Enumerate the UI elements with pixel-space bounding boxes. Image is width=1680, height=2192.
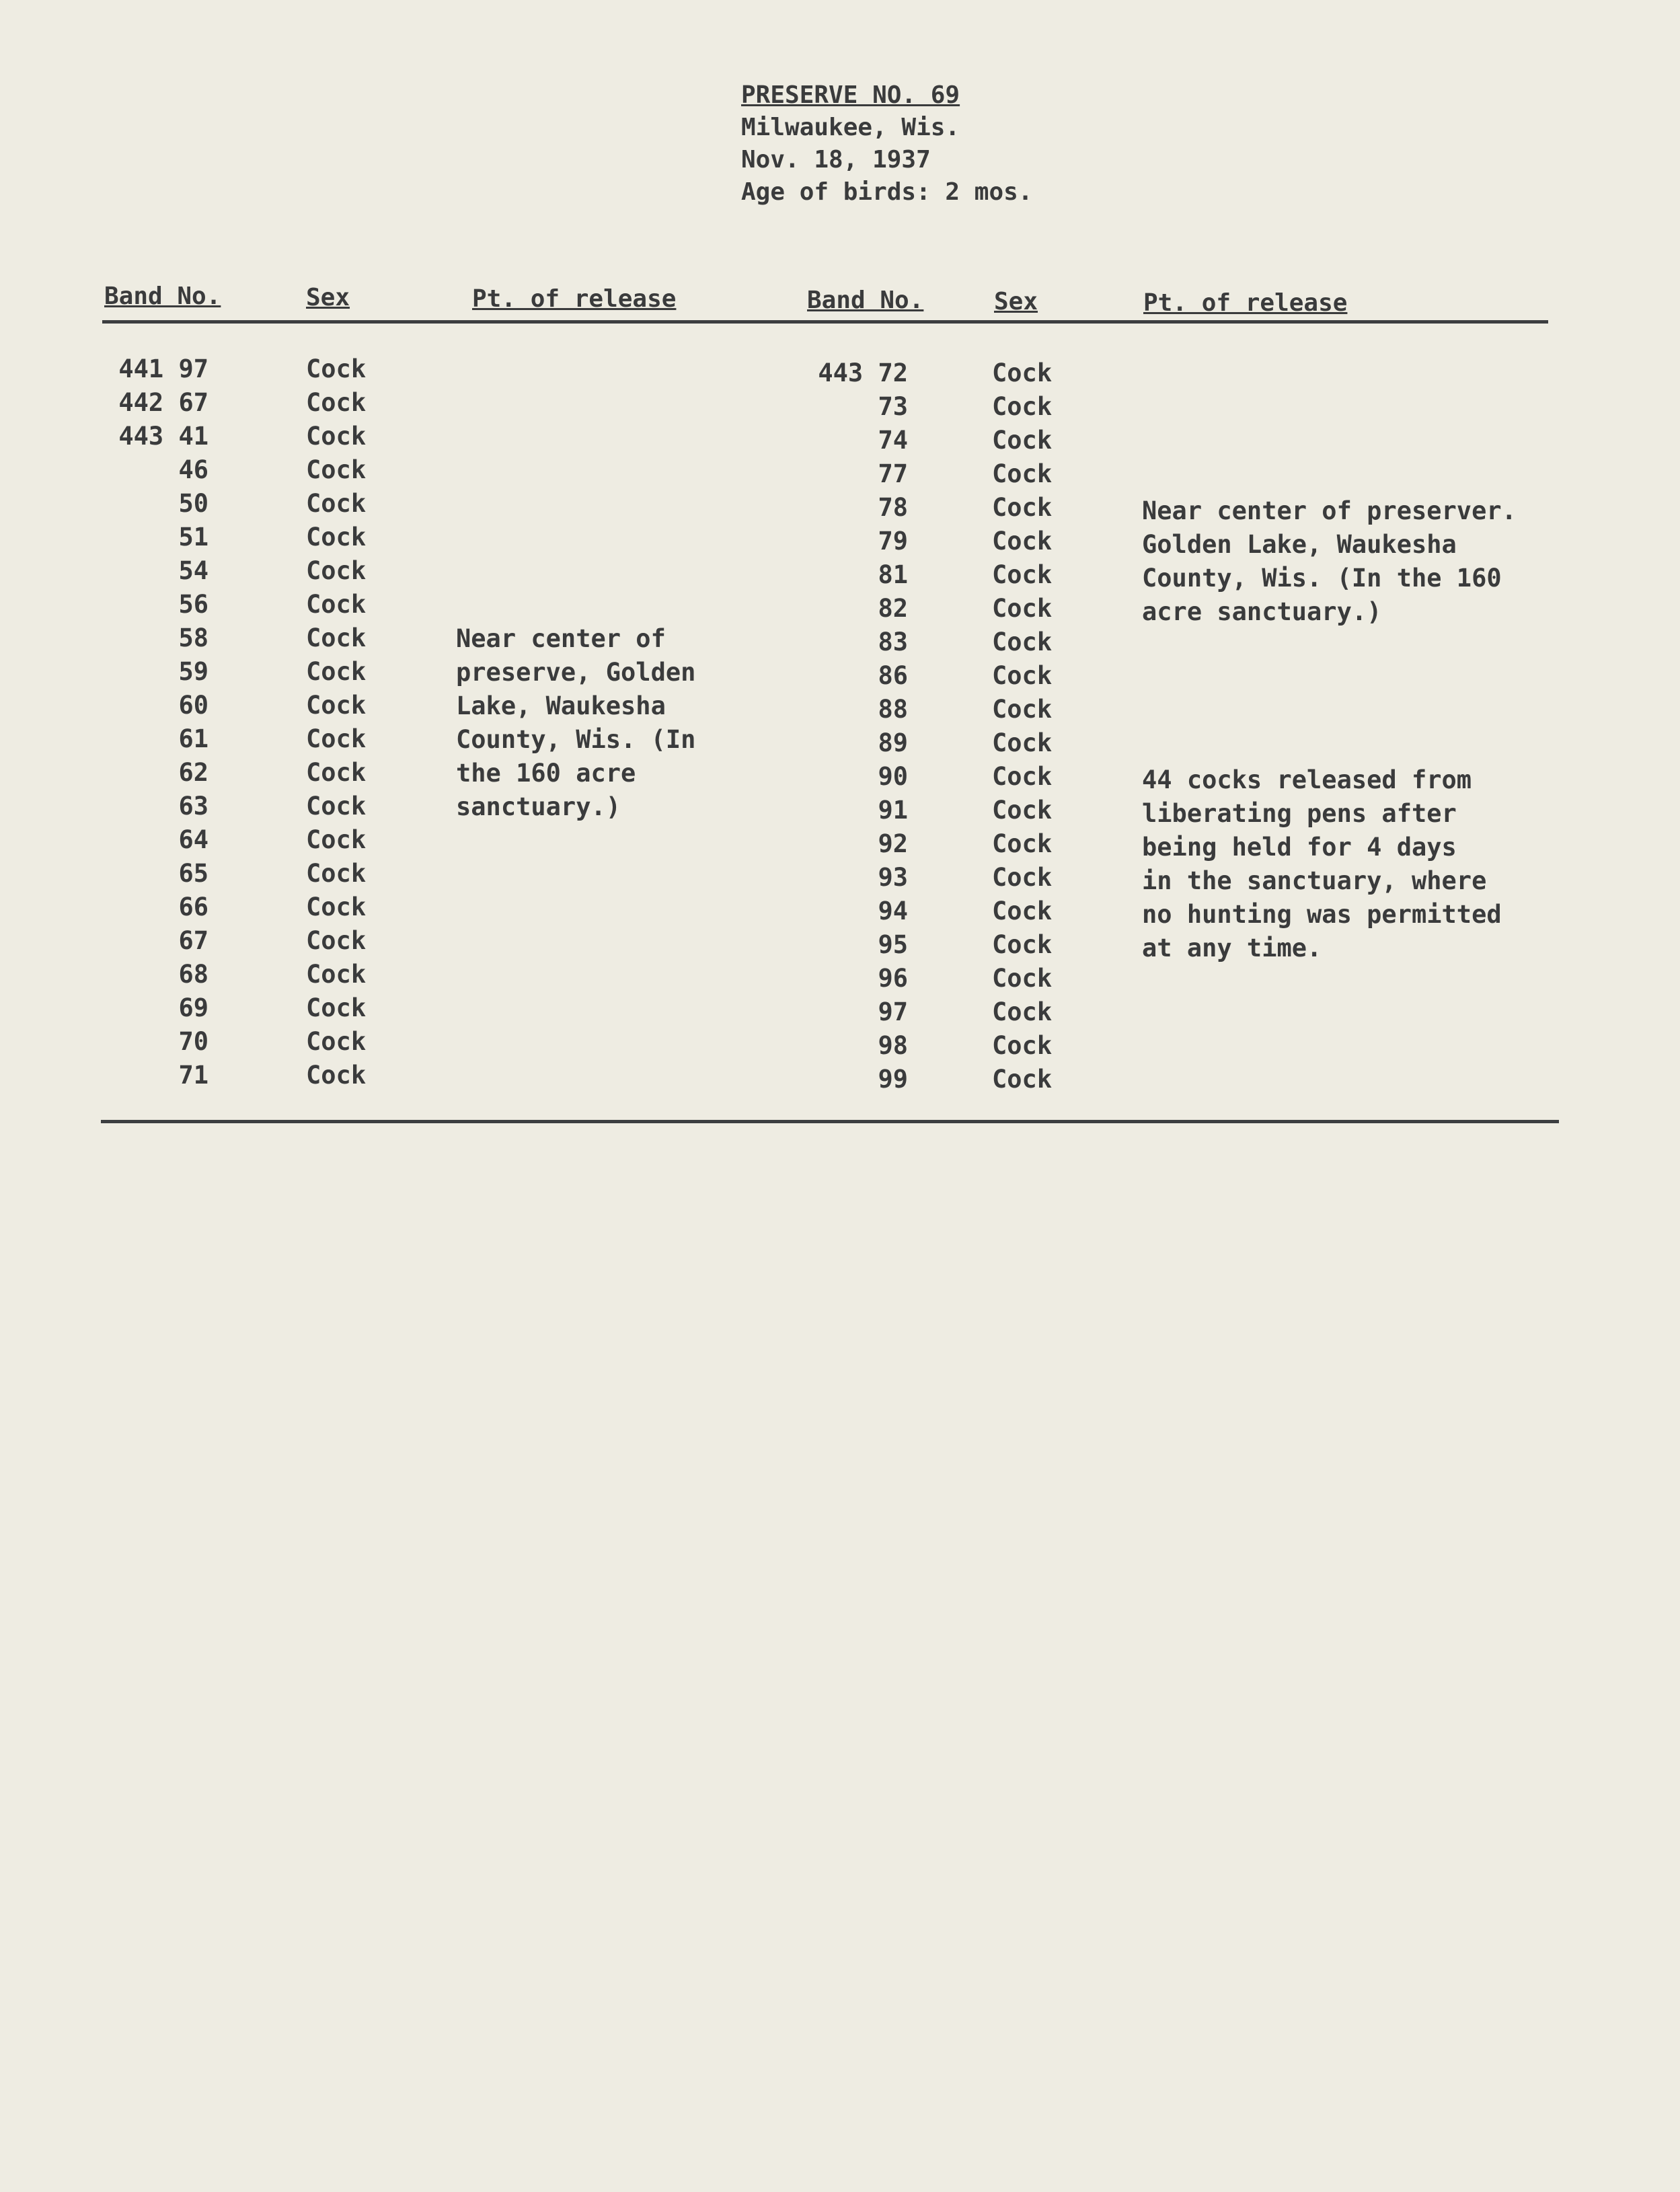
release-line: preserve, Golden <box>456 658 696 687</box>
sex-value: Cock <box>306 825 367 854</box>
band-number: 58 <box>178 623 208 652</box>
sex-value: Cock <box>992 728 1053 757</box>
sex-value: Cock <box>992 560 1053 589</box>
release-line: the 160 acre <box>456 759 636 788</box>
release-line: Lake, Waukesha <box>456 691 666 720</box>
band-number: 67 <box>178 926 208 955</box>
sex-value: Cock <box>306 455 367 484</box>
sex-value: Cock <box>992 628 1053 656</box>
release-line: being held for 4 days <box>1142 833 1457 862</box>
band-number: 51 <box>178 523 208 552</box>
sex-value: Cock <box>992 392 1053 421</box>
document-header <box>741 79 1032 209</box>
right-release-note <box>1142 494 1517 629</box>
band-number: 59 <box>178 657 208 686</box>
sex-value: Cock <box>306 960 367 989</box>
sex-value: Cock <box>992 695 1053 724</box>
sex-value: Cock <box>992 897 1053 925</box>
sex-value: Cock <box>306 422 367 451</box>
sex-value: Cock <box>306 556 367 585</box>
sex-value: Cock <box>306 1027 367 1056</box>
band-number: 46 <box>178 455 208 484</box>
sex-value: Cock <box>992 930 1053 959</box>
band-number: 88 <box>878 695 908 724</box>
sex-value: Cock <box>306 926 367 955</box>
band-number: 92 <box>878 829 908 858</box>
release-line: Golden Lake, Waukesha <box>1142 530 1457 559</box>
col-header-band-right: Band No. <box>807 287 924 314</box>
sex-value: Cock <box>992 1065 1053 1094</box>
band-number: 79 <box>878 527 908 556</box>
sex-value: Cock <box>306 1061 367 1090</box>
sex-value: Cock <box>306 691 367 720</box>
release-line: acre sanctuary.) <box>1142 597 1382 626</box>
sex-value: Cock <box>306 623 367 652</box>
right-band-column <box>800 356 908 1096</box>
band-number: 71 <box>178 1061 208 1090</box>
band-number: 99 <box>878 1065 908 1094</box>
col-header-release-left: Pt. of release <box>472 285 677 313</box>
sex-value: Cock <box>992 863 1053 892</box>
band-number: 97 <box>878 997 908 1026</box>
sex-value: Cock <box>306 523 367 552</box>
sex-value: Cock <box>992 997 1053 1026</box>
release-line: Near center of preserver. <box>1142 496 1517 525</box>
release-line: 44 cocks released from <box>1142 765 1472 794</box>
band-number: 68 <box>178 960 208 989</box>
sex-value: Cock <box>992 796 1053 825</box>
release-line: County, Wis. (In <box>456 725 696 754</box>
left-band-column <box>94 352 208 1092</box>
age-line: Age of birds: 2 mos. <box>741 178 1033 206</box>
band-number: 63 <box>178 792 208 821</box>
sex-value: Cock <box>992 762 1053 791</box>
sex-value: Cock <box>992 459 1053 488</box>
location-line: Milwaukee, Wis. <box>741 114 960 141</box>
band-number: 95 <box>878 930 908 959</box>
sex-value: Cock <box>992 661 1053 690</box>
sex-value: Cock <box>306 657 367 686</box>
band-number: 86 <box>878 661 908 690</box>
band-number: 443 72 <box>818 358 908 387</box>
sex-value: Cock <box>306 859 367 888</box>
preserve-title: PRESERVE NO. 69 <box>741 81 960 109</box>
band-number: 73 <box>878 392 908 421</box>
sex-value: Cock <box>992 527 1053 556</box>
band-number: 64 <box>178 825 208 854</box>
band-number: 81 <box>878 560 908 589</box>
band-number: 82 <box>878 594 908 623</box>
band-number: 74 <box>878 426 908 455</box>
band-number: 78 <box>878 493 908 522</box>
release-line: liberating pens after <box>1142 799 1457 828</box>
header-rule <box>102 320 1548 324</box>
sex-value: Cock <box>992 426 1053 455</box>
sex-value: Cock <box>306 792 367 821</box>
sex-value: Cock <box>306 993 367 1022</box>
sex-value: Cock <box>992 594 1053 623</box>
band-number: 443 41 <box>118 422 208 451</box>
sex-value: Cock <box>306 590 367 619</box>
col-header-release-right: Pt. of release <box>1143 289 1348 317</box>
sex-value: Cock <box>306 758 367 787</box>
band-number: 441 97 <box>118 354 208 383</box>
col-header-band-left: Band No. <box>104 282 221 310</box>
sex-value: Cock <box>306 388 367 417</box>
sex-value: Cock <box>992 493 1053 522</box>
col-header-sex-left: Sex <box>306 284 350 311</box>
band-number: 56 <box>178 590 208 619</box>
release-line: sanctuary.) <box>456 792 621 821</box>
sex-value: Cock <box>306 489 367 518</box>
sex-value: Cock <box>992 829 1053 858</box>
sex-value: Cock <box>306 354 367 383</box>
band-number: 62 <box>178 758 208 787</box>
col-header-sex-right: Sex <box>994 288 1038 315</box>
sex-value: Cock <box>306 724 367 753</box>
left-release-note <box>456 622 695 824</box>
sex-value: Cock <box>992 964 1053 993</box>
band-number: 60 <box>178 691 208 720</box>
band-number: 98 <box>878 1031 908 1060</box>
right-sex-column <box>992 356 1052 1096</box>
band-number: 90 <box>878 762 908 791</box>
band-number: 83 <box>878 628 908 656</box>
release-line: at any time. <box>1142 934 1322 962</box>
band-number: 54 <box>178 556 208 585</box>
band-number: 93 <box>878 863 908 892</box>
band-number: 94 <box>878 897 908 925</box>
release-line: no hunting was permitted <box>1142 900 1502 929</box>
band-number: 96 <box>878 964 908 993</box>
band-number: 65 <box>178 859 208 888</box>
footer-rule <box>101 1120 1559 1123</box>
band-number: 66 <box>178 893 208 921</box>
release-line: in the sanctuary, where <box>1142 866 1487 895</box>
band-number: 442 67 <box>118 388 208 417</box>
band-number: 50 <box>178 489 208 518</box>
band-number: 69 <box>178 993 208 1022</box>
band-number: 61 <box>178 724 208 753</box>
band-number: 89 <box>878 728 908 757</box>
date-line: Nov. 18, 1937 <box>741 146 931 174</box>
sex-value: Cock <box>306 893 367 921</box>
sex-value: Cock <box>992 1031 1053 1060</box>
left-sex-column <box>306 352 366 1092</box>
right-release-summary <box>1142 763 1502 965</box>
release-line: County, Wis. (In the 160 <box>1142 564 1502 593</box>
sex-value: Cock <box>992 358 1053 387</box>
band-number: 91 <box>878 796 908 825</box>
release-line: Near center of <box>456 624 666 653</box>
band-number: 77 <box>878 459 908 488</box>
band-number: 70 <box>178 1027 208 1056</box>
